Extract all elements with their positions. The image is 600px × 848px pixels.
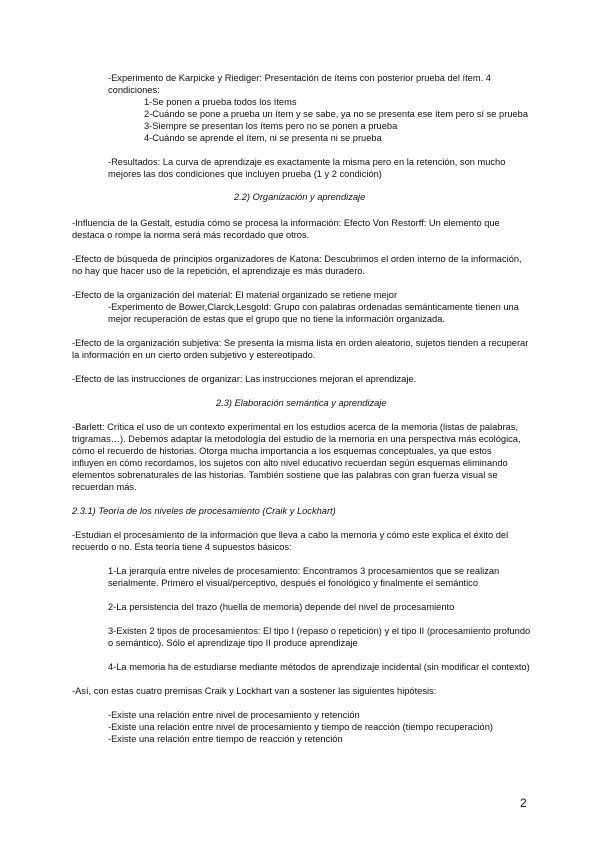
- barlett-line-2: trigramas…). Debemos adaptar la metodología del estudio de la memoria en una perspectiva más ecológica,: [72, 434, 521, 444]
- subjetiva-line-2: la información en un cierto orden subjetivo y estereotipado.: [72, 350, 316, 360]
- supuesto-1-line-1: 1-La jerarquía entre niveles de procesamiento: Encontramos 3 procesamientos que se realizan: [108, 566, 500, 576]
- supuesto-2: 2-La persistencia del trazo (huella de memoria) depende del nivel de procesamiento: [108, 602, 455, 612]
- barlett-line-6: recuerdan más.: [72, 482, 137, 492]
- condition-2: 2-Cuándo se pone a prueba un ítem y se sabe, ya no se presenta ese ítem pero sí se prueba: [144, 109, 528, 119]
- karpicke-line-2: condiciones:: [108, 85, 160, 95]
- supuesto-3-line-2: o semántico). Sólo el aprendizaje tipo II produce aprendizaje: [108, 638, 358, 648]
- hypothesis-2: -Existe una relación entre nivel de procesamiento y tiempo de reacción (tiempo recuperación): [108, 722, 493, 732]
- condition-3: 3-Siempre se presentan los ítems pero no se ponen a prueba: [144, 121, 398, 131]
- subjetiva-line-1: -Efecto de la organización subjetiva: Se presenta la misma lista en orden aleatorio, sujetos tienden a recuperar: [72, 338, 529, 348]
- barlett-line-4: influyen en cómo recordamos, los sujetos con alto nivel educativo recuerdan según esquemas eliminando: [72, 458, 508, 468]
- gestalt-line-2: destaca o rompe la norma será más recordado que otros.: [72, 230, 310, 240]
- material-line-1: -Efecto de la organización del material: El material organizado se retiene mejor: [72, 290, 398, 300]
- condition-1: 1-Se ponen a prueba todos los ítems: [144, 97, 297, 107]
- page-number: 2: [520, 796, 527, 810]
- hypothesis-3: -Existe una relación entre tiempo de reacción y retención: [108, 734, 343, 744]
- asi-line: -Así, con estas cuatro premisas Craik y Lockhart van a sostener las siguientes hipótesis:: [72, 686, 437, 696]
- heading-2-3-1: 2.3.1) Teoría de los niveles de procesamiento (Craik y Lockhart): [72, 506, 336, 516]
- results-line-2: mejores las dos condiciones que incluyen prueba (1 y 2 condición): [108, 169, 382, 179]
- results-line-1: -Resultados: La curva de aprendizaje es exactamente la misma pero en la retención, son mucho: [108, 157, 506, 167]
- condition-4: 4-Cuándo se aprende el ítem, ni se presenta ni se prueba: [144, 133, 382, 143]
- busqueda-line-2: no hay que hacer uso de la repetición, el aprendizaje es más duradero.: [72, 266, 366, 276]
- material-line-2: -Experimento de Bower,Clarck,Lesgold: Grupo con palabras ordenadas semánticamente tienen una: [108, 302, 519, 312]
- supuesto-4: 4-La memoria ha de estudiarse mediante métodos de aprendizaje incidental (sin modificar el contexto): [108, 662, 530, 672]
- barlett-line-3: cómo el recuerdo de historias. Otorga mucha importancia a los esquemas conceptuales, ya que estos: [72, 446, 492, 456]
- material-line-3: mejor recuperación de estas que el grupo que no tiene la información organizada.: [108, 314, 445, 324]
- supuesto-1-line-2: serialmente. Primero el visual/perceptivo, después el fonológico y finalmente el semántico: [108, 578, 478, 588]
- heading-2-2: 2.2) Organización y aprendizaje: [234, 192, 366, 202]
- busqueda-line-1: -Efecto de búsqueda de principios organizadores de Katona: Descubrimos el orden interno de la información,: [72, 254, 522, 264]
- intro-line-1: -Estudian el procesamiento de la información que lleva a cabo la memoria y cómo este explica el éxito del: [72, 530, 509, 540]
- supuesto-3-line-1: 3-Existen 2 tipos de procesamientos: El tipo I (repaso o repetición) y el tipo II (procesamiento profundo: [108, 626, 531, 636]
- gestalt-line-1: -Influencia de la Gestalt, estudia cómo se procesa la información: Efecto Von Restorff: Un elemento que: [72, 218, 500, 228]
- barlett-line-5: elementos sobrenaturales de las historias. También sostiene que las palabras con gran fuerza visual se: [72, 470, 498, 480]
- heading-2-3: 2.3) Elaboración semántica y aprendizaje: [216, 398, 387, 408]
- barlett-line-1: -Barlett: Crítica el uso de un contexto experimental en los estudios acerca de la memoria (listas de palabras,: [72, 422, 518, 432]
- hypothesis-1: -Existe una relación entre nivel de procesamiento y retención: [108, 710, 360, 720]
- intro-line-2: recuerdo o no. Esta teoría tiene 4 supuestos básicos:: [72, 542, 292, 552]
- instrucciones-line: -Efecto de las instrucciones de organizar: Las instrucciones mejoran el aprendizaje.: [72, 374, 417, 384]
- karpicke-line-1: -Experimento de Karpicke y Riediger: Presentación de ítems con posterior prueba del ítem. 4: [108, 73, 491, 83]
